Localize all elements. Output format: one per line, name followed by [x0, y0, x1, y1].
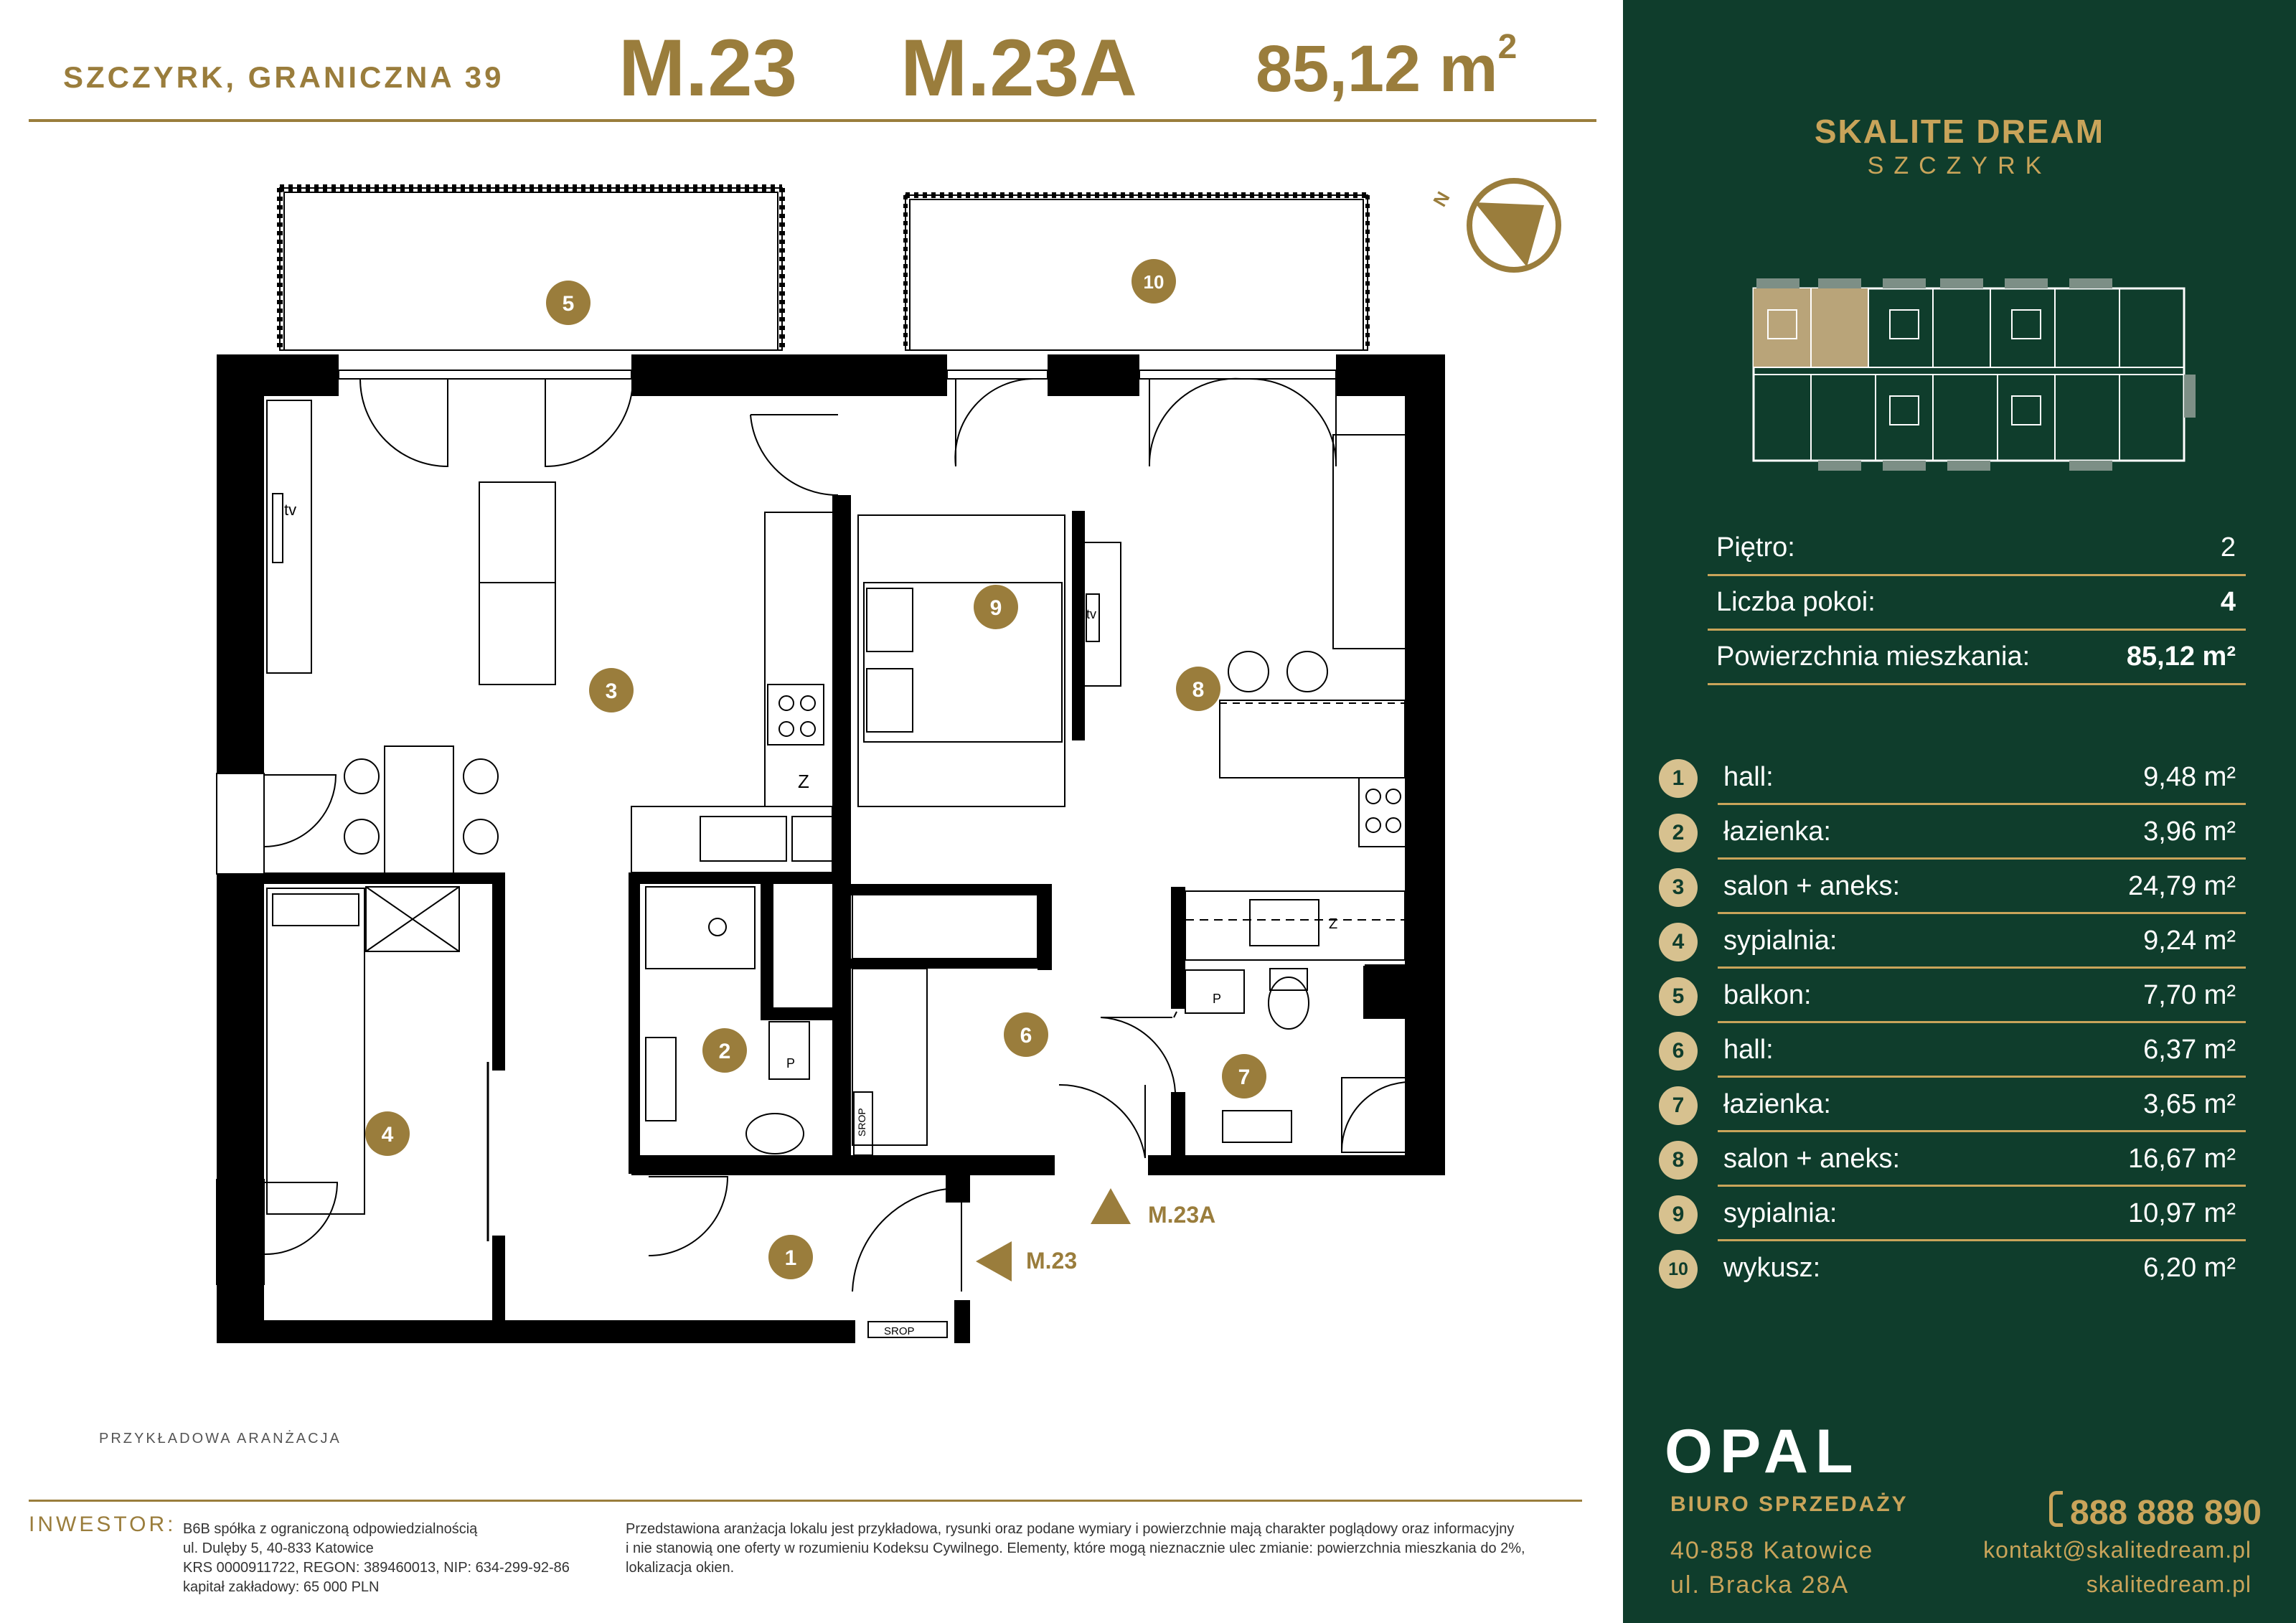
- disclaimer-line: Przedstawiona aranżacja lokalu jest przykładowa, rysunki oraz podane wymiary i powierzchnie mają charakter poglądowy oraz informacyjny: [626, 1521, 1515, 1537]
- project-address: SZCZYRK, GRANICZNA 39: [63, 60, 504, 94]
- entrance-arrow-m23: [976, 1241, 1012, 1281]
- info-label: Powierzchnia mieszkania:: [1716, 641, 2031, 672]
- room-row: [1659, 860, 2246, 914]
- room-number: 2: [1659, 814, 1698, 852]
- room-name: sypialnia:: [1723, 1198, 1838, 1228]
- wm-label-7: P: [1213, 992, 1222, 1006]
- investor-line: kapitał zakładowy: 65 000 PLN: [183, 1579, 380, 1595]
- room-area: 9,24 m²: [2143, 926, 2236, 956]
- room-marker-7: [1222, 1054, 1266, 1099]
- unit-number-m23a: M.23A: [900, 23, 1137, 113]
- room-marker-4: [365, 1111, 410, 1156]
- compass-icon: [1429, 181, 1558, 270]
- svg-text:7: 7: [1238, 1065, 1251, 1089]
- info-value: 85,12 m²: [2126, 641, 2236, 672]
- office-address-street: ul. Bracka 28A: [1670, 1571, 1850, 1599]
- room-number: 6: [1659, 1032, 1698, 1071]
- info-row-area: [1708, 629, 2246, 685]
- room-name: wykusz:: [1723, 1253, 1821, 1283]
- sample-arrangement-note: PRZYKŁADOWA ARANŻACJA: [99, 1431, 342, 1446]
- room-name: sypialnia:: [1723, 926, 1838, 956]
- svg-text:8: 8: [1192, 678, 1205, 702]
- room-number: 9: [1659, 1195, 1698, 1234]
- room-area: 10,97 m²: [2128, 1198, 2236, 1228]
- disclaimer-line: i nie stanowią one oferty w rozumieniu Kodeksu Cywilnego. Elementy, które mogą nieznacznie ulec zmianie: powierzchnia mieszkania do 2%,: [626, 1540, 1525, 1556]
- room-number: 1: [1659, 759, 1698, 798]
- room-marker-1: [768, 1235, 813, 1279]
- room-name: hall:: [1723, 762, 1774, 792]
- svg-text:1: 1: [784, 1246, 797, 1270]
- shaft-label-1: SROP: [856, 1108, 867, 1137]
- investor-line: KRS 0000911722, REGON: 389460013, NIP: 634-299-92-86: [183, 1560, 570, 1576]
- room-marker-6: [1004, 1012, 1048, 1057]
- wm-label-2: P: [786, 1056, 796, 1071]
- room-area: 24,79 m²: [2128, 871, 2236, 901]
- room-area: 16,67 m²: [2128, 1144, 2236, 1174]
- info-value: 4: [2220, 587, 2236, 617]
- phone-icon: [2049, 1491, 2063, 1527]
- building-key-plan: [1746, 267, 2206, 482]
- investor-label: INWESTOR:: [29, 1513, 177, 1536]
- room-name: hall:: [1723, 1035, 1774, 1065]
- info-row-floor: [1708, 519, 2246, 576]
- room-markers: [365, 259, 1266, 1279]
- room-name: balkon:: [1723, 980, 1812, 1010]
- room-row: [1659, 1132, 2246, 1187]
- svg-text:4: 4: [381, 1123, 394, 1147]
- room-number: 3: [1659, 868, 1698, 907]
- investor-line: ul. Dulęby 5, 40-833 Katowice: [183, 1540, 374, 1556]
- room-area: 6,20 m²: [2143, 1253, 2236, 1283]
- svg-text:N: N: [1429, 187, 1454, 210]
- room-row: [1659, 805, 2246, 860]
- room-row: [1659, 751, 2246, 805]
- balcony-5: [280, 188, 782, 350]
- room-marker-8: [1176, 667, 1220, 711]
- opal-wordmark: OPAL: [1665, 1421, 1860, 1485]
- room-marker-5: [546, 281, 591, 325]
- brand-title: SKALITE DREAM: [1814, 113, 2105, 150]
- total-area-sup: 2: [1497, 28, 1518, 66]
- room-row: [1659, 1241, 2246, 1296]
- shaft-label-2: SROP: [884, 1325, 915, 1337]
- room-number: 8: [1659, 1141, 1698, 1180]
- svg-text:5: 5: [562, 292, 575, 316]
- investor-details: [183, 1520, 570, 1597]
- room-row: [1659, 914, 2246, 969]
- disclaimer-line: lokalizacja okien.: [626, 1560, 735, 1576]
- room-number: 5: [1659, 977, 1698, 1016]
- investor-line: B6B spółka z ograniczoną odpowiedzialnością: [183, 1521, 478, 1537]
- opal-logo: [1665, 1421, 1909, 1485]
- info-label: Liczba pokoi:: [1716, 587, 1876, 617]
- room-area: 7,70 m²: [2143, 980, 2236, 1010]
- disclaimer: [626, 1520, 1558, 1578]
- walls: [217, 354, 1445, 1343]
- svg-text:10: 10: [1143, 271, 1165, 293]
- entrance-label-m23a: M.23A: [1148, 1202, 1216, 1228]
- tv-label-bedroom: tv: [1086, 607, 1097, 621]
- entrance-arrows: [976, 1188, 1215, 1281]
- info-value: 2: [2220, 532, 2236, 563]
- phone[interactable]: [2049, 1491, 2262, 1533]
- info-row-rooms: [1708, 574, 2246, 631]
- room-area: 3,96 m²: [2143, 817, 2236, 847]
- sales-office-label: BIURO SPRZEDAŻY: [1670, 1492, 1909, 1516]
- room-number: 4: [1659, 923, 1698, 961]
- room-name: łazienka:: [1723, 1089, 1831, 1119]
- svg-text:3: 3: [605, 679, 618, 703]
- room-marker-3: [589, 668, 634, 712]
- footer-divider: [29, 1500, 1582, 1502]
- office-address-city: 40-858 Katowice: [1670, 1537, 1874, 1564]
- room-row: [1659, 969, 2246, 1023]
- email-link[interactable]: kontakt@skalitedream.pl: [1983, 1537, 2252, 1563]
- room-number: 10: [1659, 1250, 1698, 1289]
- room-marker-2: [702, 1028, 747, 1073]
- svg-text:9: 9: [989, 596, 1002, 620]
- room-name: salon + aneks:: [1723, 1144, 1901, 1174]
- room-area: 3,65 m²: [2143, 1089, 2236, 1119]
- room-marker-9: [974, 585, 1018, 629]
- room-area: 9,48 m²: [2143, 762, 2236, 792]
- tv-label-living: tv: [284, 501, 297, 519]
- room-row: [1659, 1078, 2246, 1132]
- room-name: łazienka:: [1723, 817, 1831, 847]
- phone-number[interactable]: 888 888 890: [2070, 1494, 2262, 1532]
- room-marker-10: [1131, 259, 1176, 304]
- unit-number-m23: M.23: [618, 23, 797, 113]
- svg-text:6: 6: [1020, 1024, 1032, 1048]
- entrance-arrow-m23a: [1091, 1188, 1131, 1224]
- brand-subtitle: SZCZYRK: [1867, 152, 2052, 179]
- info-label: Piętro:: [1716, 532, 1795, 563]
- room-name: salon + aneks:: [1723, 871, 1901, 901]
- fridge-label-8: Z: [1329, 916, 1338, 932]
- room-area: 6,37 m²: [2143, 1035, 2236, 1065]
- svg-text:2: 2: [718, 1040, 731, 1063]
- fridge-label-3: Z: [798, 771, 809, 792]
- room-number: 7: [1659, 1086, 1698, 1125]
- total-area-value: 85,12 m: [1256, 32, 1498, 105]
- room-row: [1659, 1187, 2246, 1241]
- entrance-label-m23: M.23: [1026, 1248, 1078, 1274]
- room-row: [1659, 1023, 2246, 1078]
- website-link[interactable]: skalitedream.pl: [2086, 1571, 2252, 1597]
